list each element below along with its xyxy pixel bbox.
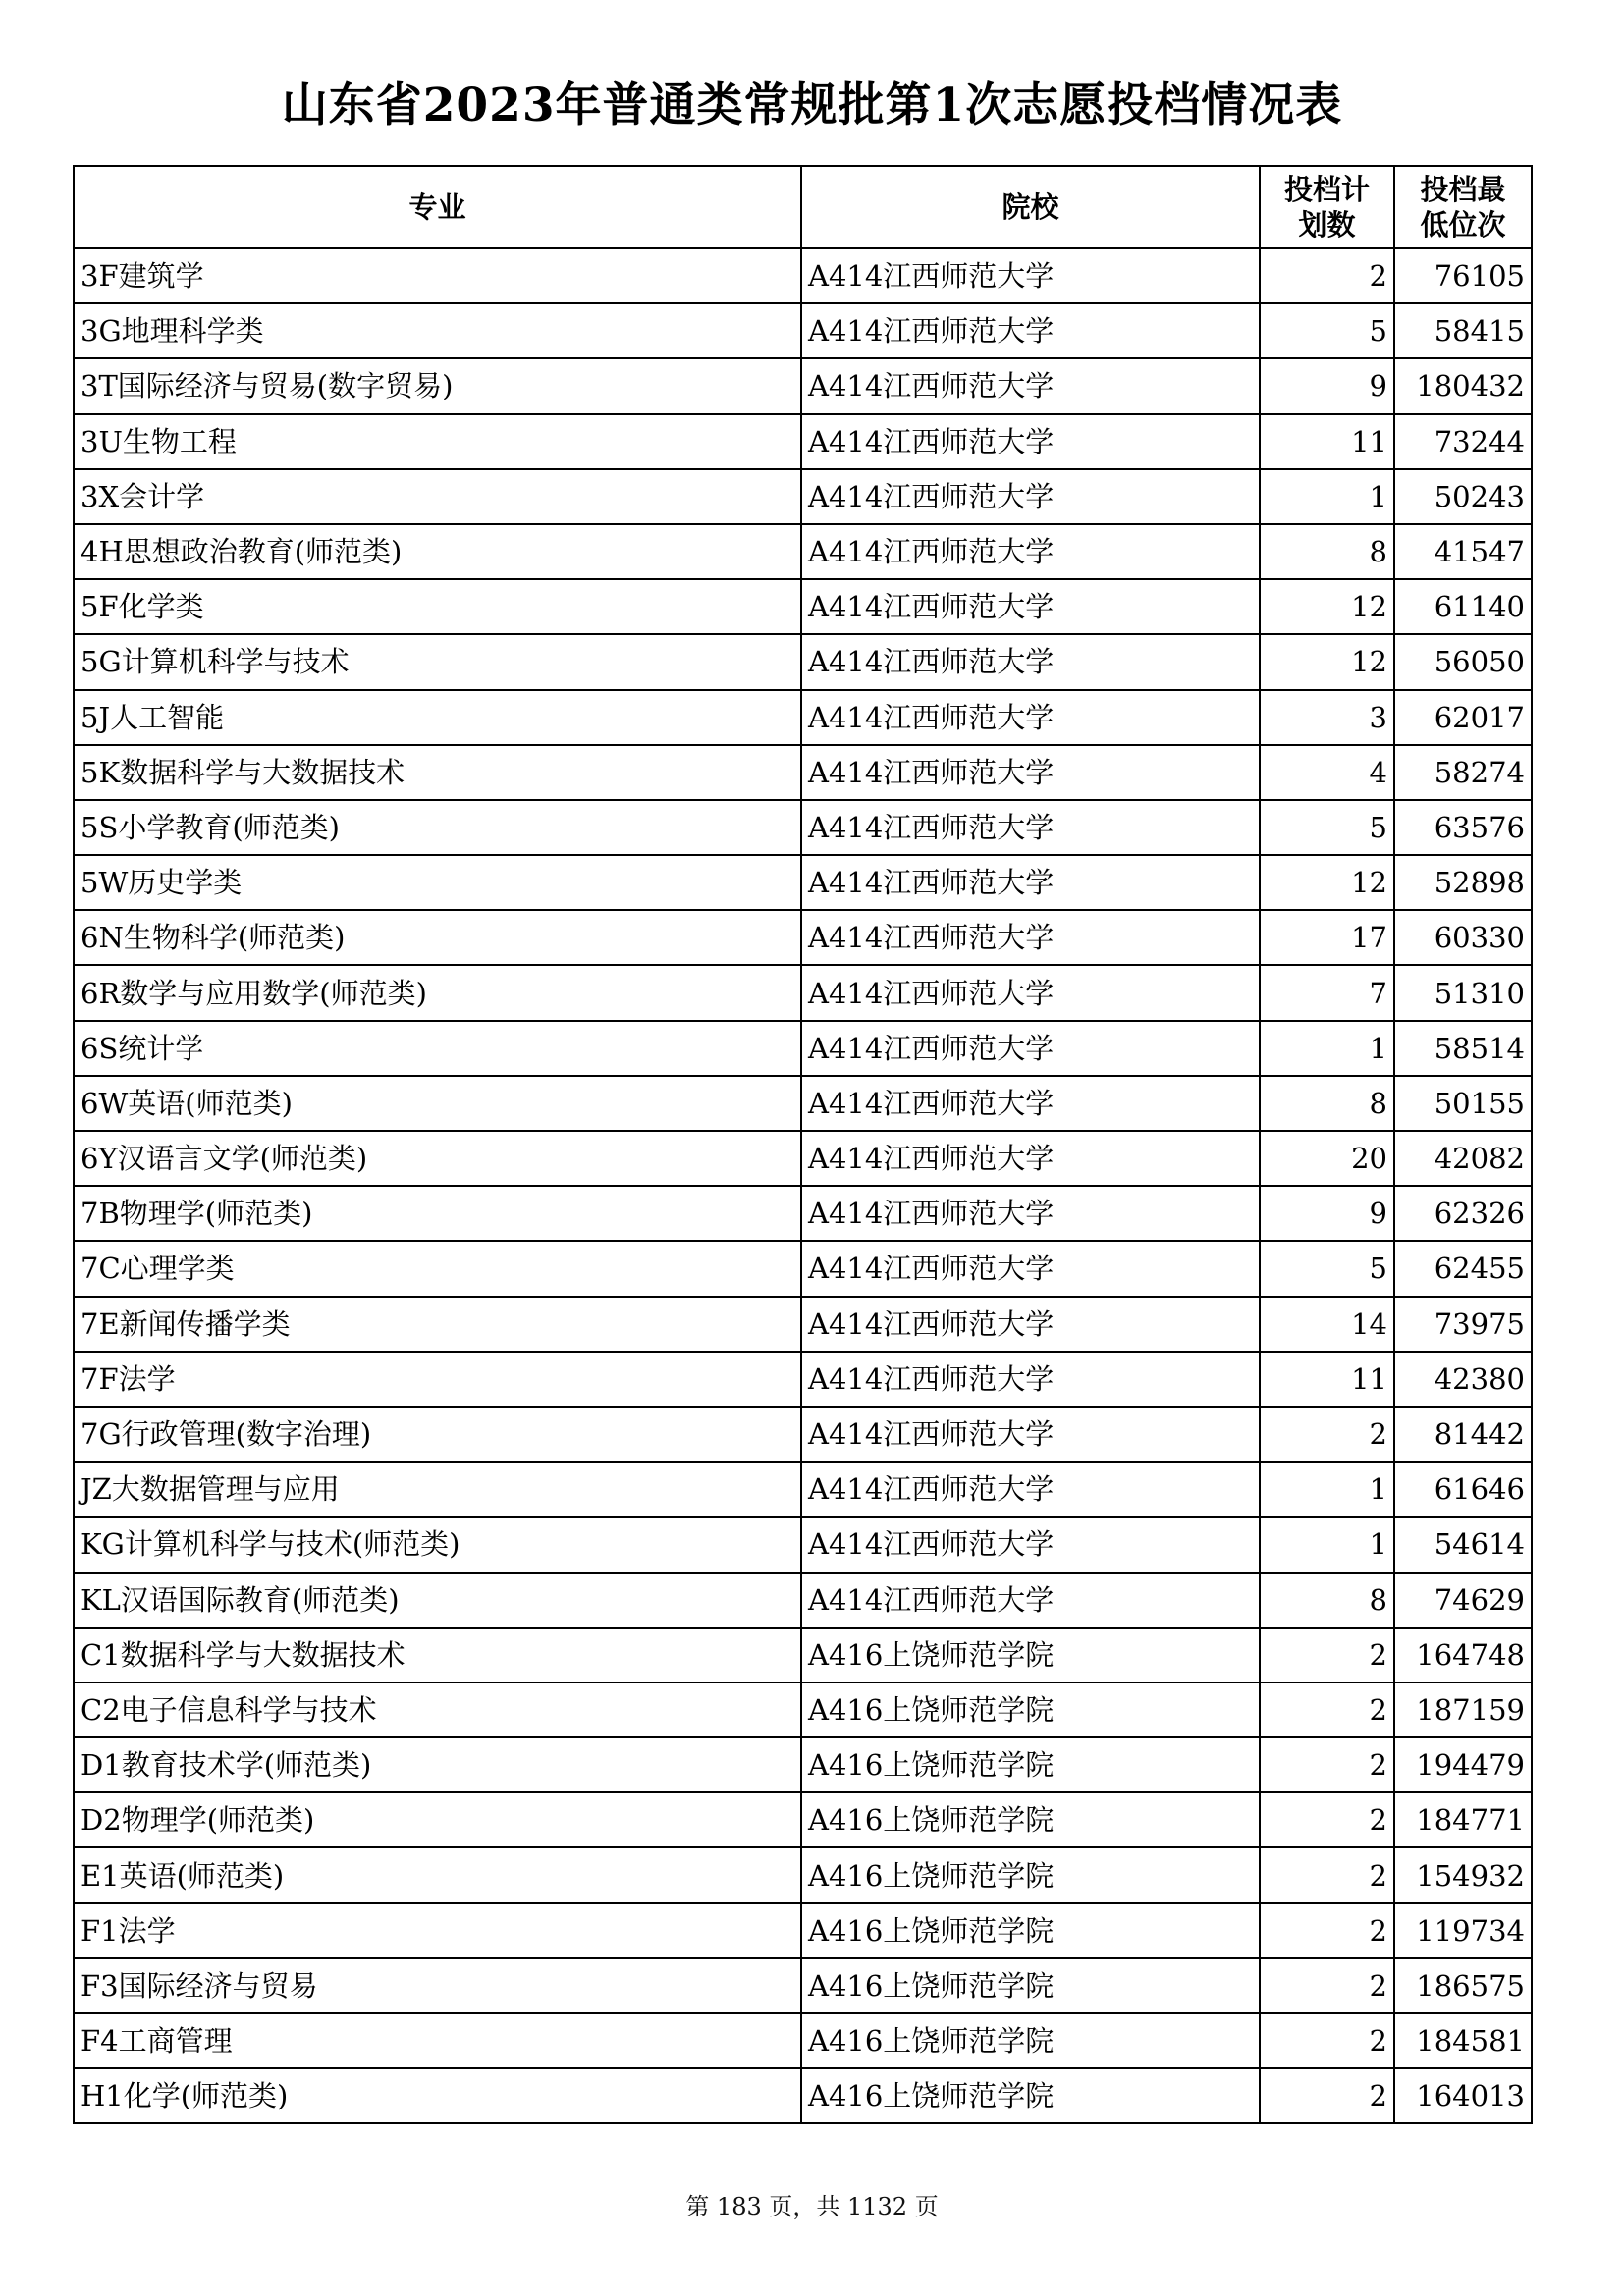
table-row: [74, 1297, 1532, 1352]
min-rank-cell: 184771: [1394, 1792, 1532, 1847]
school-cell: A416上饶师范学院: [801, 1737, 1260, 1792]
min-rank-cell: 180432: [1394, 358, 1532, 413]
table-row: [74, 910, 1532, 965]
major-cell: JZ大数据管理与应用: [74, 1462, 801, 1517]
school-cell: A414江西师范大学: [801, 524, 1260, 579]
major-cell: 6S统计学: [74, 1021, 801, 1076]
table-row: [74, 2013, 1532, 2068]
table-row: [74, 524, 1532, 579]
school-cell: A414江西师范大学: [801, 690, 1260, 745]
plan-count-cell: 2: [1260, 1737, 1394, 1792]
column-header-rank-line2: 低位次: [1420, 208, 1506, 241]
major-cell: F3国际经济与贸易: [74, 1958, 801, 2013]
major-cell: 7B物理学(师范类): [74, 1186, 801, 1241]
school-cell: A416上饶师范学院: [801, 1847, 1260, 1902]
min-rank-cell: 81442: [1394, 1407, 1532, 1462]
major-cell: F4工商管理: [74, 2013, 801, 2068]
table-body: [74, 248, 1532, 2123]
table-row: [74, 1792, 1532, 1847]
major-cell: KL汉语国际教育(师范类): [74, 1573, 801, 1628]
min-rank-cell: 61140: [1394, 579, 1532, 634]
min-rank-cell: 73975: [1394, 1297, 1532, 1352]
plan-count-cell: 1: [1260, 1462, 1394, 1517]
school-cell: A414江西师范大学: [801, 1352, 1260, 1407]
major-cell: 6Y汉语言文学(师范类): [74, 1131, 801, 1186]
min-rank-cell: 63576: [1394, 800, 1532, 855]
table-row: [74, 1352, 1532, 1407]
plan-count-cell: 9: [1260, 1186, 1394, 1241]
school-cell: A416上饶师范学院: [801, 1958, 1260, 2013]
major-cell: 5S小学教育(师范类): [74, 800, 801, 855]
school-cell: A414江西师范大学: [801, 634, 1260, 689]
school-cell: A414江西师范大学: [801, 579, 1260, 634]
min-rank-cell: 42082: [1394, 1131, 1532, 1186]
column-header-plan-line1: 投档计: [1283, 173, 1370, 206]
school-cell: A414江西师范大学: [801, 1241, 1260, 1296]
min-rank-cell: 62017: [1394, 690, 1532, 745]
table-row: [74, 1131, 1532, 1186]
min-rank-cell: 62455: [1394, 1241, 1532, 1296]
major-cell: 3T国际经济与贸易(数字贸易): [74, 358, 801, 413]
min-rank-cell: 74629: [1394, 1573, 1532, 1628]
major-cell: 6N生物科学(师范类): [74, 910, 801, 965]
major-cell: H1化学(师范类): [74, 2068, 801, 2123]
table-row: [74, 1186, 1532, 1241]
min-rank-cell: 52898: [1394, 855, 1532, 910]
min-rank-cell: 56050: [1394, 634, 1532, 689]
min-rank-cell: 58514: [1394, 1021, 1532, 1076]
plan-count-cell: 2: [1260, 1847, 1394, 1902]
column-header-plan-line2: 划数: [1298, 208, 1356, 241]
plan-count-cell: 2: [1260, 248, 1394, 303]
min-rank-cell: 194479: [1394, 1737, 1532, 1792]
major-cell: 5K数据科学与大数据技术: [74, 745, 801, 800]
plan-count-cell: 1: [1260, 1021, 1394, 1076]
plan-count-cell: 11: [1260, 1352, 1394, 1407]
table-header: [74, 166, 1532, 248]
major-cell: 7C心理学类: [74, 1241, 801, 1296]
plan-count-cell: 7: [1260, 965, 1394, 1020]
column-header-plan: [1260, 166, 1394, 248]
plan-count-cell: 9: [1260, 358, 1394, 413]
table-row: [74, 1628, 1532, 1682]
plan-count-cell: 17: [1260, 910, 1394, 965]
min-rank-cell: 61646: [1394, 1462, 1532, 1517]
page-footer: 第 183 页，共 1132 页: [685, 2193, 939, 2220]
school-cell: A414江西师范大学: [801, 855, 1260, 910]
plan-count-cell: 2: [1260, 1958, 1394, 2013]
table-row: [74, 2068, 1532, 2123]
major-cell: KG计算机科学与技术(师范类): [74, 1517, 801, 1572]
table-row: [74, 690, 1532, 745]
school-cell: A414江西师范大学: [801, 1076, 1260, 1131]
table-row: [74, 1903, 1532, 1958]
min-rank-cell: 73244: [1394, 414, 1532, 469]
table-row: [74, 634, 1532, 689]
column-header-major: 专业: [74, 166, 801, 248]
school-cell: A414江西师范大学: [801, 1186, 1260, 1241]
school-cell: A414江西师范大学: [801, 248, 1260, 303]
table-row: [74, 1682, 1532, 1737]
school-cell: A416上饶师范学院: [801, 1792, 1260, 1847]
table-row: [74, 1462, 1532, 1517]
major-cell: D1教育技术学(师范类): [74, 1737, 801, 1792]
plan-count-cell: 20: [1260, 1131, 1394, 1186]
min-rank-cell: 60330: [1394, 910, 1532, 965]
plan-count-cell: 11: [1260, 414, 1394, 469]
plan-count-cell: 8: [1260, 524, 1394, 579]
school-cell: A414江西师范大学: [801, 1297, 1260, 1352]
plan-count-cell: 3: [1260, 690, 1394, 745]
min-rank-cell: 187159: [1394, 1682, 1532, 1737]
school-cell: A416上饶师范学院: [801, 1903, 1260, 1958]
school-cell: A414江西师范大学: [801, 910, 1260, 965]
table-row: [74, 303, 1532, 358]
admissions-table: [73, 165, 1533, 2124]
major-cell: F1法学: [74, 1903, 801, 1958]
plan-count-cell: 12: [1260, 634, 1394, 689]
school-cell: A414江西师范大学: [801, 1573, 1260, 1628]
table-row: [74, 965, 1532, 1020]
min-rank-cell: 58274: [1394, 745, 1532, 800]
school-cell: A416上饶师范学院: [801, 1682, 1260, 1737]
plan-count-cell: 1: [1260, 469, 1394, 524]
min-rank-cell: 76105: [1394, 248, 1532, 303]
school-cell: A414江西师范大学: [801, 1462, 1260, 1517]
school-cell: A414江西师范大学: [801, 1021, 1260, 1076]
page-title: 山东省2023年普通类常规批第1次志愿投档情况表: [281, 79, 1343, 133]
major-cell: 7G行政管理(数字治理): [74, 1407, 801, 1462]
school-cell: A414江西师范大学: [801, 303, 1260, 358]
table-row: [74, 358, 1532, 413]
min-rank-cell: 62326: [1394, 1186, 1532, 1241]
school-cell: A414江西师范大学: [801, 1517, 1260, 1572]
table-row: [74, 579, 1532, 634]
plan-count-cell: 5: [1260, 800, 1394, 855]
major-cell: 3U生物工程: [74, 414, 801, 469]
min-rank-cell: 51310: [1394, 965, 1532, 1020]
school-cell: A416上饶师范学院: [801, 1628, 1260, 1682]
table-row: [74, 469, 1532, 524]
table-row: [74, 1021, 1532, 1076]
header-row: [74, 166, 1532, 248]
min-rank-cell: 58415: [1394, 303, 1532, 358]
plan-count-cell: 2: [1260, 2013, 1394, 2068]
plan-count-cell: 2: [1260, 1407, 1394, 1462]
major-cell: 4H思想政治教育(师范类): [74, 524, 801, 579]
plan-count-cell: 2: [1260, 1628, 1394, 1682]
plan-count-cell: 12: [1260, 855, 1394, 910]
major-cell: 3F建筑学: [74, 248, 801, 303]
school-cell: A414江西师范大学: [801, 469, 1260, 524]
table-row: [74, 1076, 1532, 1131]
column-header-school: 院校: [801, 166, 1260, 248]
min-rank-cell: 186575: [1394, 1958, 1532, 2013]
plan-count-cell: 5: [1260, 1241, 1394, 1296]
min-rank-cell: 184581: [1394, 2013, 1532, 2068]
table-row: [74, 745, 1532, 800]
plan-count-cell: 8: [1260, 1573, 1394, 1628]
plan-count-cell: 8: [1260, 1076, 1394, 1131]
min-rank-cell: 50243: [1394, 469, 1532, 524]
major-cell: C2电子信息科学与技术: [74, 1682, 801, 1737]
table-row: [74, 1517, 1532, 1572]
major-cell: 6R数学与应用数学(师范类): [74, 965, 801, 1020]
min-rank-cell: 50155: [1394, 1076, 1532, 1131]
school-cell: A414江西师范大学: [801, 800, 1260, 855]
major-cell: 5G计算机科学与技术: [74, 634, 801, 689]
school-cell: A416上饶师范学院: [801, 2068, 1260, 2123]
plan-count-cell: 2: [1260, 1682, 1394, 1737]
major-cell: 3X会计学: [74, 469, 801, 524]
major-cell: E1英语(师范类): [74, 1847, 801, 1902]
min-rank-cell: 42380: [1394, 1352, 1532, 1407]
plan-count-cell: 5: [1260, 303, 1394, 358]
min-rank-cell: 54614: [1394, 1517, 1532, 1572]
major-cell: 7F法学: [74, 1352, 801, 1407]
table-row: [74, 1573, 1532, 1628]
table-row: [74, 1737, 1532, 1792]
school-cell: A414江西师范大学: [801, 414, 1260, 469]
major-cell: 5J人工智能: [74, 690, 801, 745]
school-cell: A416上饶师范学院: [801, 2013, 1260, 2068]
major-cell: 5W历史学类: [74, 855, 801, 910]
plan-count-cell: 14: [1260, 1297, 1394, 1352]
major-cell: 5F化学类: [74, 579, 801, 634]
major-cell: 3G地理科学类: [74, 303, 801, 358]
major-cell: D2物理学(师范类): [74, 1792, 801, 1847]
school-cell: A414江西师范大学: [801, 745, 1260, 800]
major-cell: 7E新闻传播学类: [74, 1297, 801, 1352]
school-cell: A414江西师范大学: [801, 1407, 1260, 1462]
table-row: [74, 1241, 1532, 1296]
table-row: [74, 855, 1532, 910]
plan-count-cell: 2: [1260, 1792, 1394, 1847]
table-row: [74, 1847, 1532, 1902]
column-header-rank-line1: 投档最: [1420, 173, 1506, 206]
table-row: [74, 248, 1532, 303]
min-rank-cell: 41547: [1394, 524, 1532, 579]
min-rank-cell: 119734: [1394, 1903, 1532, 1958]
school-cell: A414江西师范大学: [801, 358, 1260, 413]
school-cell: A414江西师范大学: [801, 965, 1260, 1020]
min-rank-cell: 164013: [1394, 2068, 1532, 2123]
school-cell: A414江西师范大学: [801, 1131, 1260, 1186]
column-header-rank: [1394, 166, 1532, 248]
plan-count-cell: 4: [1260, 745, 1394, 800]
plan-count-cell: 12: [1260, 579, 1394, 634]
major-cell: 6W英语(师范类): [74, 1076, 801, 1131]
table-row: [74, 414, 1532, 469]
plan-count-cell: 2: [1260, 2068, 1394, 2123]
plan-count-cell: 1: [1260, 1517, 1394, 1572]
min-rank-cell: 164748: [1394, 1628, 1532, 1682]
table-row: [74, 800, 1532, 855]
table-row: [74, 1958, 1532, 2013]
min-rank-cell: 154932: [1394, 1847, 1532, 1902]
plan-count-cell: 2: [1260, 1903, 1394, 1958]
major-cell: C1数据科学与大数据技术: [74, 1628, 801, 1682]
table-row: [74, 1407, 1532, 1462]
